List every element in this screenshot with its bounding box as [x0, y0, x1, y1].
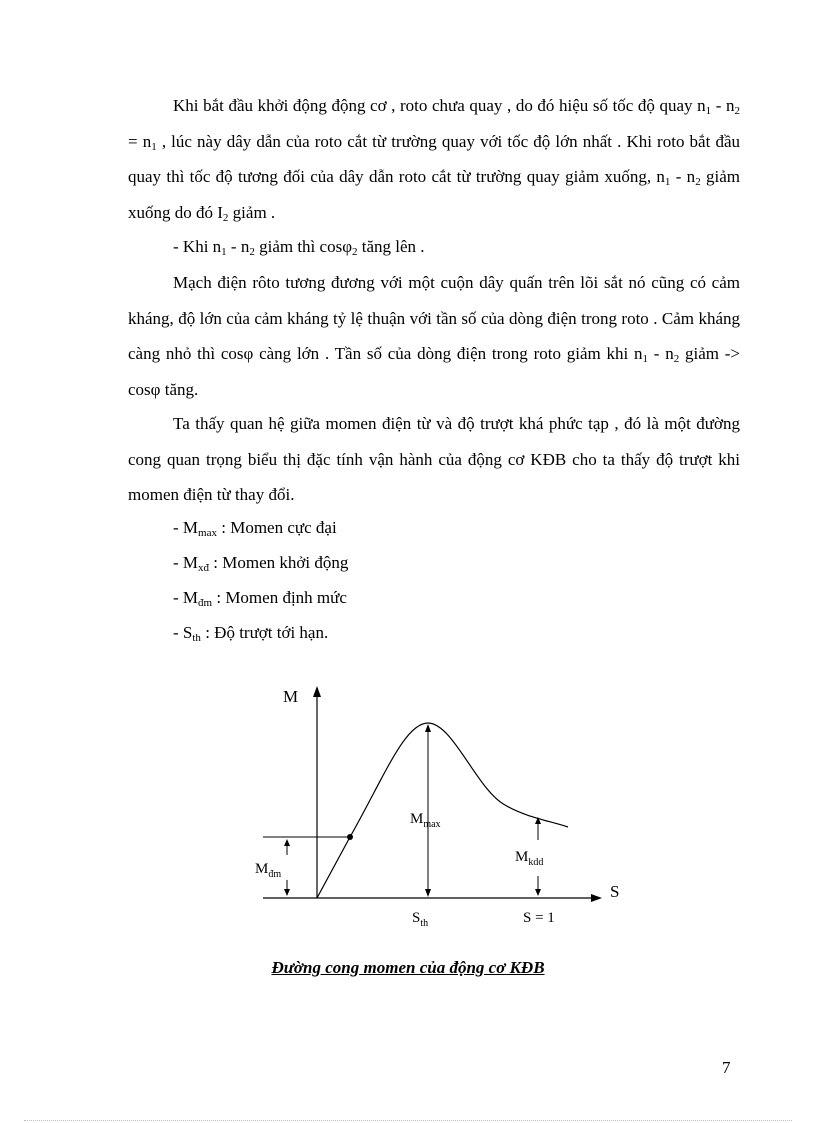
- mkdd-label: $M_{kdd}$: [515, 849, 544, 868]
- mmax-arrowhead-up: [425, 724, 431, 732]
- definition-mmax: - $M_{max}$ : Momen cực đại: [173, 518, 337, 539]
- x-axis-arrowhead: [591, 894, 602, 902]
- paragraph-starting-motor: Khi bắt đầu khởi động động cơ , roto chưa quay , do đó hiệu số tốc độ quay $n_1 - n_2 = n_1$ , lúc này dây dẫn của roto cắt từ trường quay với tốc độ lớn nhất . Khi roto bắt đầu quay thì tốc độ tương đối của dây dẫn roto cắt từ trường quay giảm xuống, $n_1 - n_2$ giảm xuống do đó $I_2$ giảm .: [128, 96, 740, 224]
- mmax-arrowhead-down: [425, 889, 431, 897]
- x-axis-label: S: [610, 882, 620, 901]
- mkdd-arrowhead-down: [535, 889, 541, 896]
- mdm-label: $M_{đm}$: [255, 861, 282, 880]
- s-equals-one-label: S = 1: [523, 910, 555, 926]
- paragraph-torque-slip: Ta thấy quan hệ giữa momen điện từ và độ trượt khá phức tạp , đó là một đường cong quan trọng biểu thị đặc tính vận hành của động cơ KĐB cho ta thấy độ trượt khi momen điện từ thay đổi.: [128, 414, 740, 504]
- definition-mdm: - $M_{đm}$ : Momen định mức: [173, 588, 347, 609]
- figure-caption: Đường cong momen của động cơ KĐB: [271, 958, 545, 977]
- y-axis-arrowhead: [313, 686, 321, 697]
- definition-sth: - $S_{th}$ : Độ trượt tới hạn.: [173, 623, 329, 644]
- torque-curve: [317, 723, 568, 898]
- definition-mxd: - $M_{xđ}$ : Momen khởi động: [173, 553, 349, 574]
- torque-slip-diagram: [255, 680, 635, 930]
- page-number: 7: [722, 1058, 731, 1077]
- paragraph-cos-phi: - Khi $n_1 - n_2$ giảm thì cosφ$_2$ tăng lên .: [173, 237, 425, 258]
- sth-label: $S_{th}$: [412, 910, 429, 929]
- mdm-arrowhead-up: [284, 839, 290, 846]
- mmax-label: $M_{max}$: [410, 811, 441, 830]
- mdm-arrowhead-down: [284, 889, 290, 896]
- paragraph-rotor-circuit: Mạch điện rôto tương đương với một cuộn dây quấn trên lõi sắt nó cũng có cảm kháng, độ lớn của cảm kháng tỷ lệ thuận với tần số của dòng điện trong roto . Cảm kháng càng nhỏ thì cosφ càng lớn . Tần số của dòng điện trong roto giảm khi $n_1 - n_2$ giảm -> cosφ tăng.: [128, 273, 740, 399]
- footer-divider: [24, 1120, 792, 1121]
- y-axis-label: M: [283, 687, 299, 706]
